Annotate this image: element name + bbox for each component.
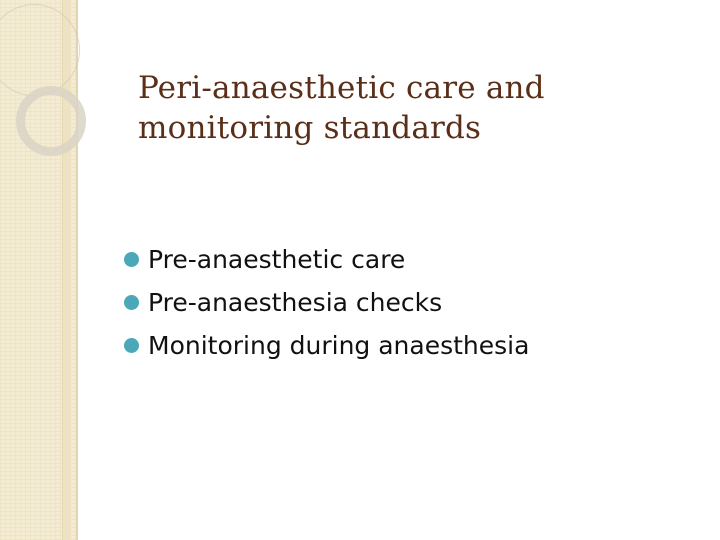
- slide-title: Peri-anaesthetic care and monitoring standards: [138, 70, 545, 146]
- list-item: [124, 324, 684, 367]
- bullet-text: Monitoring during anaesthesia: [148, 330, 530, 360]
- bullet-list: [124, 238, 684, 367]
- ring-decoration-icon: [16, 86, 86, 156]
- bullet-dot-icon: [124, 252, 139, 267]
- list-item: [124, 281, 684, 324]
- bullet-text: Pre-anaesthesia checks: [148, 287, 443, 317]
- bullet-dot-icon: [124, 295, 139, 310]
- list-item: [124, 238, 684, 281]
- bullet-text: Pre-anaesthetic care: [148, 244, 406, 274]
- bullet-dot-icon: [124, 338, 139, 353]
